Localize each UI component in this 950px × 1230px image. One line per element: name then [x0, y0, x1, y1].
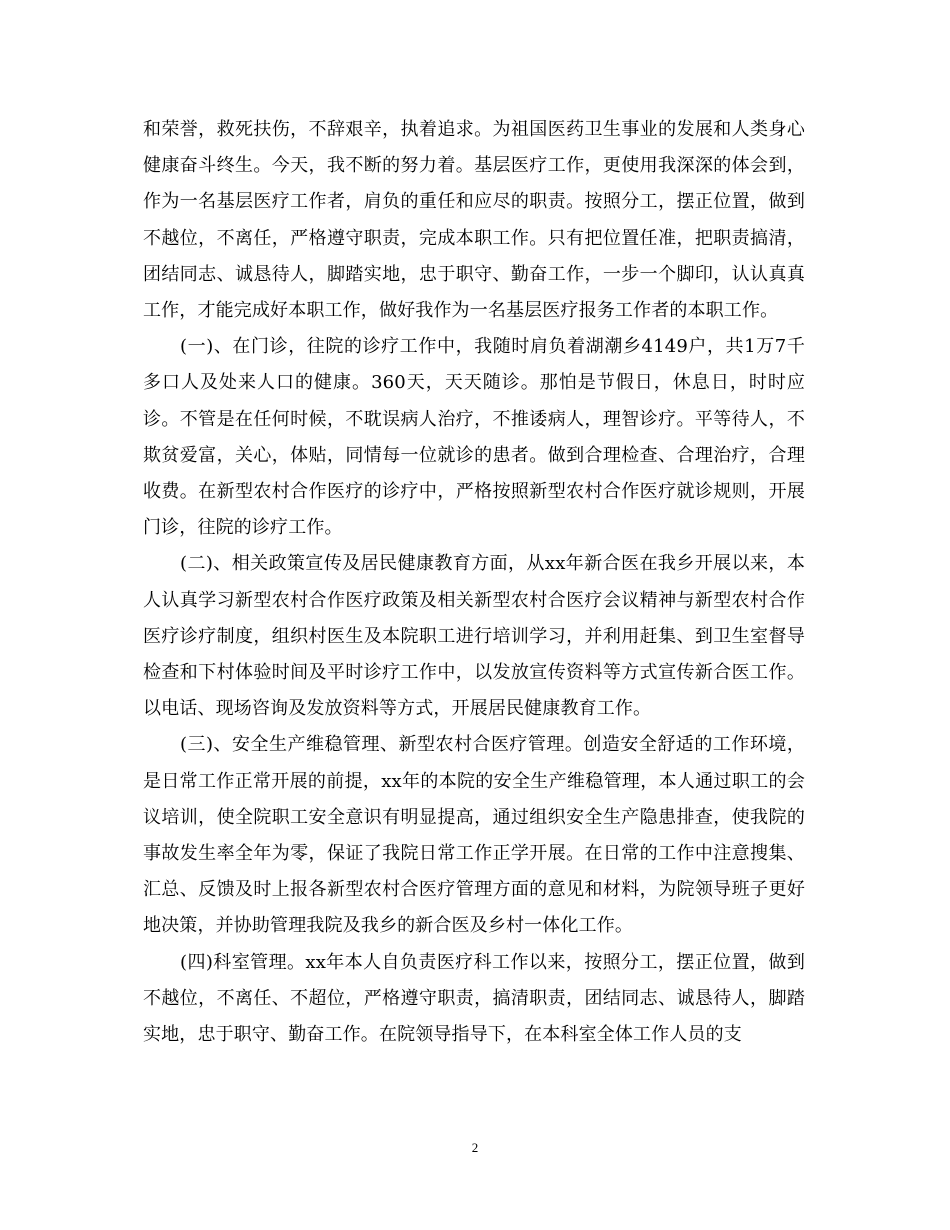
document-body [143, 112, 805, 1053]
paragraph-continuation: 和荣誉，救死扶伤，不辞艰辛，执着追求。为祖国医药卫生事业的发展和人类身心健康奋斗终生。今天，我不断的努力着。基层医疗工作，更使用我深深的体会到，作为一名基层医疗工作者，肩负的重任和应尽的职责。按照分工，摆正位置，做到不越位，不离任，严格遵守职责，完成本职工作。只有把位置任准，把职责搞清，团结同志、诚恳待人，脚踏实地，忠于职守、勤奋工作，一步一个脚印，认认真真工作，才能完成好本职工作，做好我作为一名基层医疗报务工作者的本职工作。 [143, 119, 805, 322]
paragraph-policy-education: (二)、相关政策宣传及居民健康教育方面，从xx年新合医在我乡开展以来，本人认真学习新型农村合作医疗政策及相关新型农村合医疗会议精神与新型农村合作医疗诊疗制度，组织村医生及本院职工进行培训学习，并利用赶集、到卫生室督导检查和下村体验时间及平时诊疗工作中，以发放宣传资料等方式宣传新合医工作。以电话、现场咨询及发放资料等方式，开展居民健康教育工作。 [143, 553, 805, 720]
page-number: 2 [471, 1140, 479, 1155]
paragraph-safety-management: (三)、安全生产维稳管理、新型农村合医疗管理。创造安全舒适的工作环境，是日常工作正常开展的前提，xx年的本院的安全生产维稳管理，本人通过职工的会议培训，使全院职工安全意识有明显提高，通过组织安全生产隐患排查，使我院的事故发生率全年为零，保证了我院日常工作正学开展。在日常的工作中注意搜集、汇总、反馈及时上报各新型农村合医疗管理方面的意见和材料，为院领导班子更好地决策，并协助管理我院及我乡的新合医及乡村一体化工作。 [143, 734, 805, 937]
paragraph-outpatient: (一)、在门诊，往院的诊疗工作中，我随时肩负着湖潮乡4149户，共1万7千多口人及处来人口的健康。360天，天天随诊。那怕是节假日，休息日，时时应诊。不管是在任何时候，不耽误病人治疗，不推诿病人，理智诊疗。平等待人，不欺贫爱富，关心，体贴，同情每一位就诊的患者。做到合理检查、合理治疗，合理收费。在新型农村合作医疗的诊疗中，严格按照新型农村合作医疗就诊规则，开展门诊，往院的诊疗工作。 [143, 336, 805, 539]
paragraph-department-management: (四)科室管理。xx年本人自负责医疗科工作以来，按照分工，摆正位置，做到不越位，不离任、不超位，严格遵守职责，搞清职责，团结同志、诚恳待人，脚踏实地，忠于职守、勤奋工作。在院领导指导下，在本科室全体工作人员的支 [143, 951, 805, 1046]
